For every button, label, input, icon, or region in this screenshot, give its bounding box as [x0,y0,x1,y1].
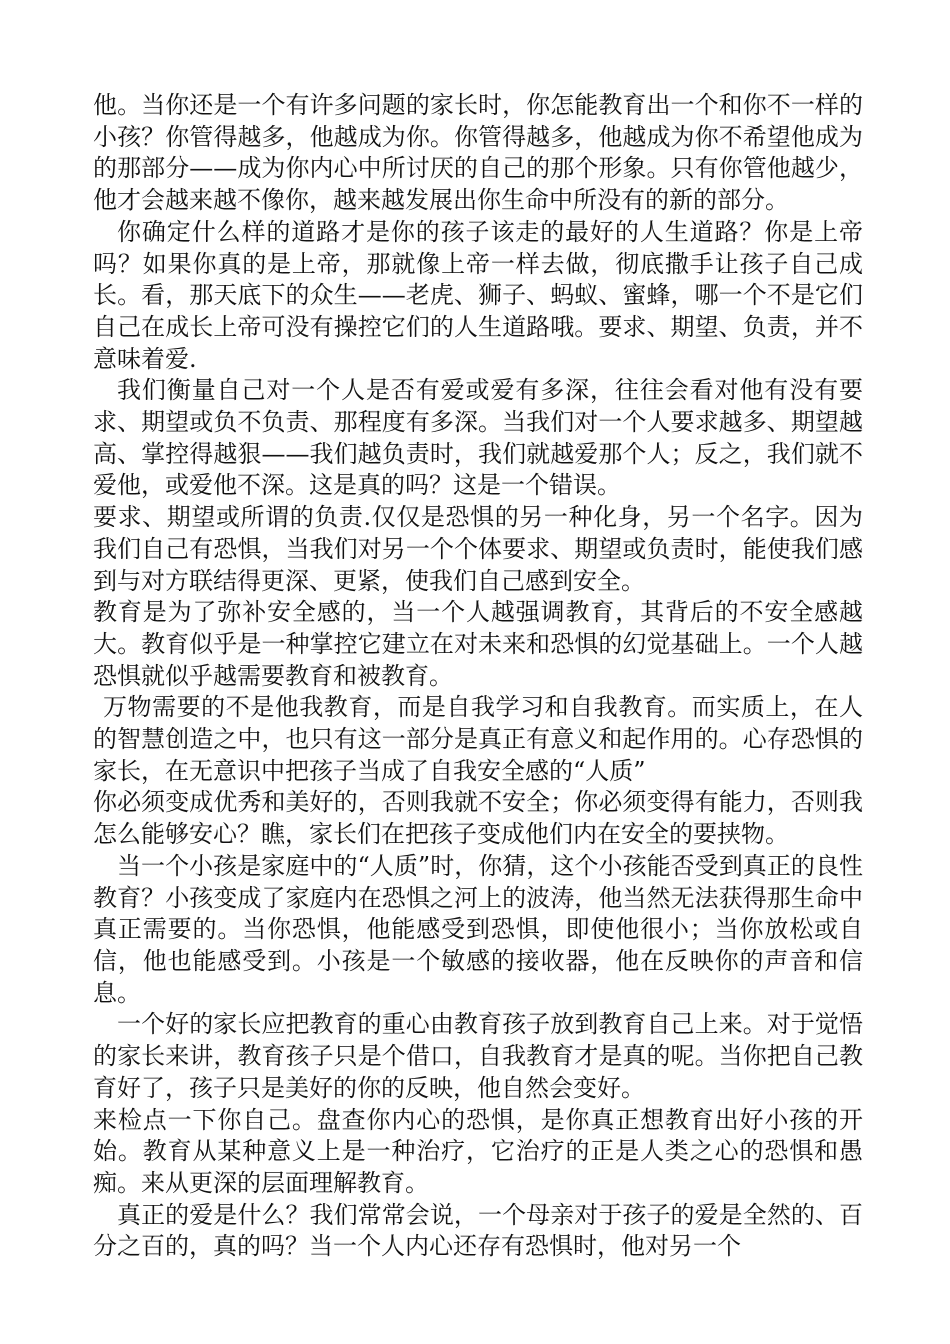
paragraph: 他。当你还是一个有许多问题的家长时，你怎能教育出一个和你不一样的小孩？你管得越多，他越成为你。你管得越多，他越成为你不希望他成为的那部分——成为你内心中所讨厌的自己的那个形象。只有你管他越少，他才会越来越不像你，越来越发展出你生命中所没有的新的部分。 [93,91,863,215]
paragraph: 一个好的家长应把教育的重心由教育孩子放到教育自己上来。对于觉悟的家长来讲，教育孩子只是个借口，自我教育才是真的呢。当你把自己教育好了，孩子只是美好的你的反映，他自然会变好。 [93,1010,863,1102]
paragraph: 真正的爱是什么？我们常常会说，一个母亲对于孩子的爱是全然的、百分之百的，真的吗？当一个人内心还存有恐惧时，他对另一个 [93,1200,863,1261]
paragraph: 万物需要的不是他我教育，而是自我学习和自我教育。而实质上，在人的智慧创造之中，也只有这一部分是真正有意义和起作用的。心存恐惧的家长，在无意识中把孩子当成了自我安全感的“人质” [93,693,863,785]
paragraph: 你必须变成优秀和美好的，否则我就不安全；你必须变得有能力，否则我怎么能够安心？瞧，家长们在把孩子变成他们内在安全的要挟物。 [93,788,863,849]
paragraph: 来检点一下你自己。盘查你内心的恐惧，是你真正想教育出好小孩的开始。教育从某种意义上是一种治疗，它治疗的正是人类之心的恐惧和愚痴。来从更深的层面理解教育。 [93,1105,863,1197]
paragraph: 我们衡量自己对一个人是否有爱或爱有多深，往往会看对他有没有要求、期望或负不负责、那程度有多深。当我们对一个人要求越多、期望越高、掌控得越狠——我们越负责时，我们就越爱那个人；反之，我们就不爱他，或爱他不深。这是真的吗？这是一个错误。 [93,376,863,500]
paragraph: 要求、期望或所谓的负责.仅仅是恐惧的另一种化身，另一个名字。因为我们自己有恐惧，当我们对另一个个体要求、期望或负责时，能使我们感到与对方联结得更深、更紧，使我们自己感到安全。 [93,503,863,595]
paragraph: 教育是为了弥补安全感的，当一个人越强调教育，其背后的不安全感越大。教育似乎是一种掌控它建立在对未来和恐惧的幻觉基础上。一个人越恐惧就似乎越需要教育和被教育。 [93,598,863,690]
paragraph: 你确定什么样的道路才是你的孩子该走的最好的人生道路？你是上帝吗？如果你真的是上帝，那就像上帝一样去做，彻底撒手让孩子自己成长。看，那天底下的众生——老虎、狮子、蚂蚁、蜜蜂，哪一个不是它们自己在成长上帝可没有操控它们的人生道路哦。要求、期望、负责，并不意味着爱. [93,217,863,373]
paragraph: 当一个小孩是家庭中的“人质”时，你猜，这个小孩能否受到真正的良性教育？小孩变成了家庭内在恐惧之河上的波涛，他当然无法获得那生命中真正需要的。当你恐惧，他能感受到恐惧，即使他很小；当你放松或自信，他也能感受到。小孩是一个敏感的接收器，他在反映你的声音和信息。 [93,851,863,1007]
document-body [93,90,863,1263]
